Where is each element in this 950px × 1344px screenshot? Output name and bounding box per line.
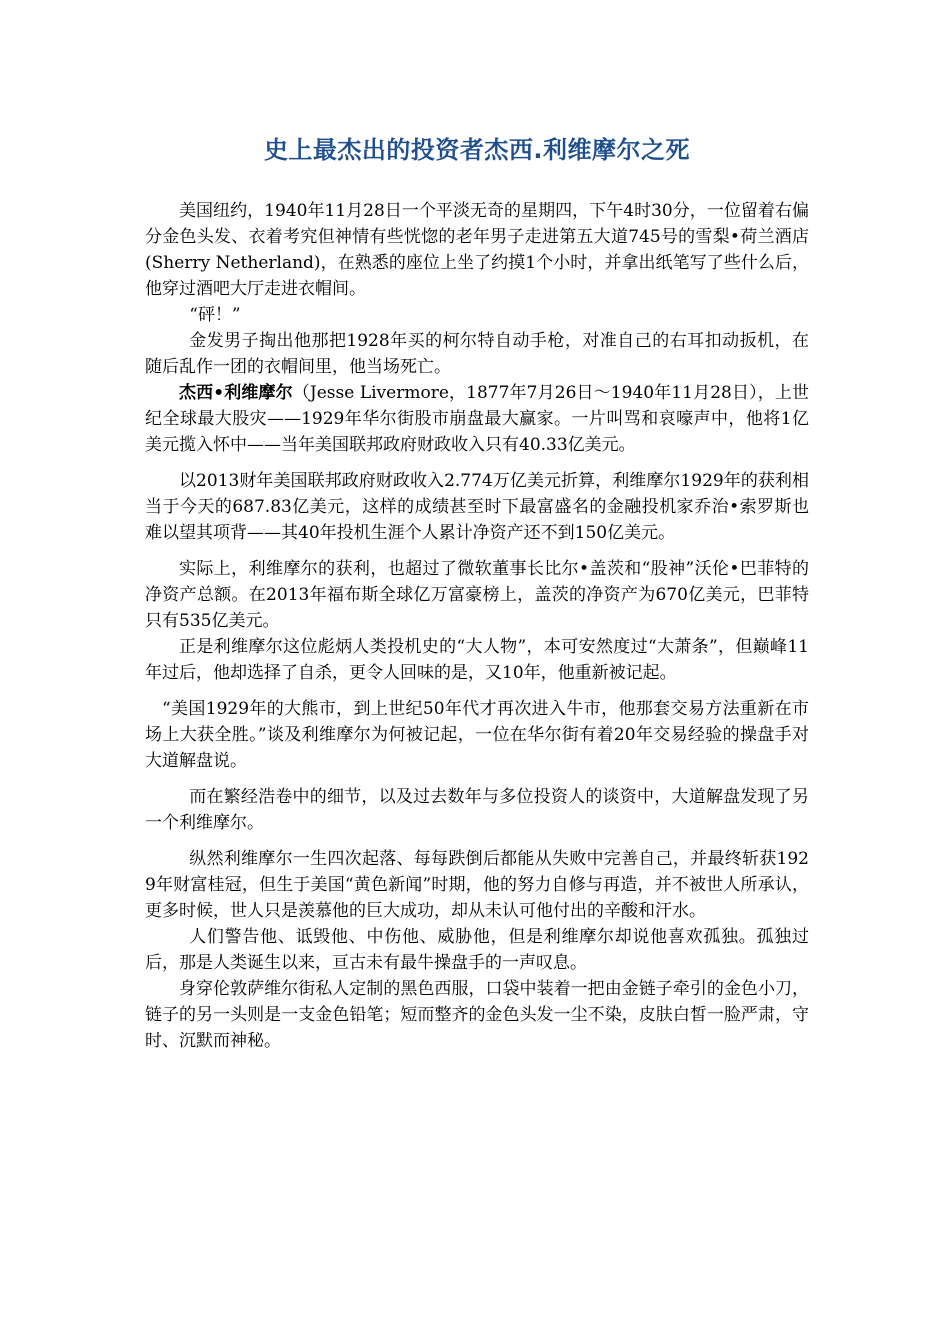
paragraph-2: “砰！” — [189, 305, 241, 325]
paragraph-12: 身穿伦敦萨维尔街私人定制的黑色西服，口袋中装着一把由金链子牵引的金色小刀，链子的另一头则是一支金色铅笔；短而整齐的金色头发一尘不染，皮肤白皙一脸严肃，守时、沉默而神秘。 — [145, 979, 809, 1051]
person-name: 杰西•利维摩尔 — [179, 383, 293, 403]
document-title: 史上最杰出的投资者杰西.利维摩尔之死 — [263, 136, 691, 164]
paragraph-7: 正是利维摩尔这位彪炳人类投机史的“大人物”，本可安然度过“大萧条”，但巅峰11年过后，他却选择了自杀，更令人回味的是，又10年，他重新被记起。 — [145, 637, 809, 683]
paragraph-10: 纵然利维摩尔一生四次起落、每每跌倒后都能从失败中完善自己，并最终斩获1929年财富桂冠，但生于美国“黄色新闻”时期，他的努力自修与再造，并不被世人所承认，更多时候，世人只是羡慕他的巨大成功，却从未认可他付出的辛酸和汗水。 — [145, 849, 809, 921]
paragraph-4 — [145, 380, 809, 458]
paragraph-9: 而在繁经浩卷中的细节，以及过去数年与多位投资人的谈资中，大道解盘发现了另一个利维摩尔。 — [145, 787, 809, 833]
paragraph-4-text: （Jesse Livermore，1877年7月26日～1940年11月28日），上世纪全球最大股灾——1929年华尔街股市崩盘最大赢家。一片叫骂和哀嚎声中，他将1亿美元揽入怀中——当年美国联邦政府财政收入只有40.33亿美元。 — [145, 383, 809, 455]
document-page — [145, 132, 809, 1054]
paragraph-3: 金发男子掏出他那把1928年买的柯尔特自动手枪，对准自己的右耳扣动扳机，在随后乱作一团的衣帽间里，他当场死亡。 — [145, 331, 809, 377]
paragraph-1: 美国纽约，1940年11月28日一个平淡无奇的星期四，下午4时30分，一位留着右偏分金色头发、衣着考究但神情有些恍惚的老年男子走进第五大道745号的雪梨•荷兰酒店(Sherry Netherland)，在熟悉的座位上坐了约摸1个小时，并拿出纸笔写了些什么后，他穿过酒吧大厅走进衣帽间。 — [145, 201, 809, 299]
paragraph-8: “美国1929年的大熊市，到上世纪50年代才再次进入牛市，他那套交易方法重新在市场上大获全胜。”谈及利维摩尔为何被记起，一位在华尔街有着20年交易经验的操盘手对大道解盘说。 — [145, 699, 809, 771]
paragraph-5: 以2013财年美国联邦政府财政收入2.774万亿美元折算，利维摩尔1929年的获利相当于今天的687.83亿美元，这样的成绩甚至时下最富盛名的金融投机家乔治•索罗斯也难以望其项背——其40年投机生涯个人累计净资产还不到150亿美元。 — [145, 471, 809, 543]
paragraph-11: 人们警告他、诋毁他、中伤他、威胁他，但是利维摩尔却说他喜欢孤独。孤独过后，那是人类诞生以来，亘古未有最牛操盘手的一声叹息。 — [145, 927, 809, 973]
paragraph-6: 实际上，利维摩尔的获利，也超过了微软董事长比尔•盖茨和“股神”沃伦•巴菲特的净资产总额。在2013年福布斯全球亿万富豪榜上，盖茨的净资产为670亿美元，巴菲特只有535亿美元。 — [145, 559, 809, 631]
